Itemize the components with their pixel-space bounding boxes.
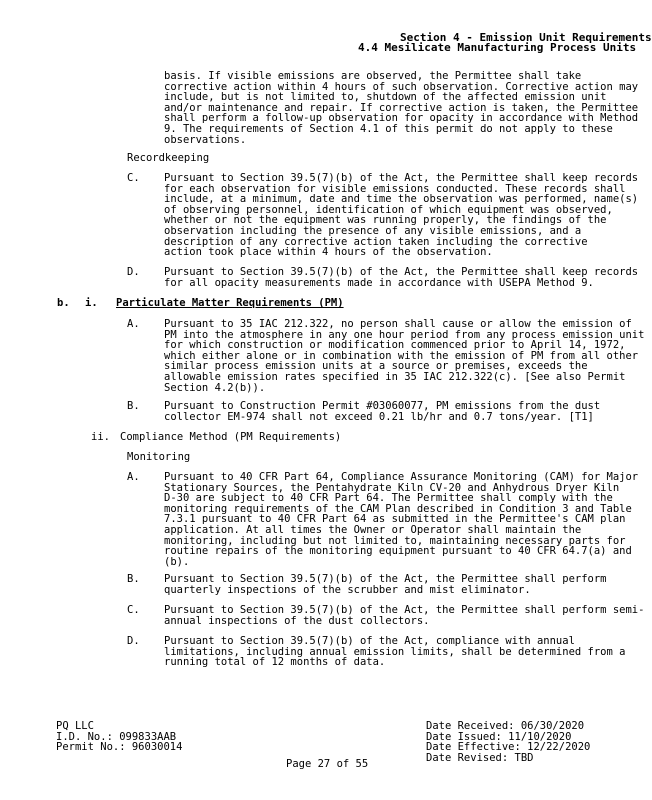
item-letter: C. — [127, 604, 140, 616]
page-number: Page 27 of 55 — [286, 758, 369, 770]
footer-right-line: Date Issued: 11/10/2020 — [426, 730, 572, 743]
item-text-line: Pursuant to Section 39.5(7)(b) of the Act, the Permittee shall keep records — [164, 266, 639, 278]
item-letter: B. — [127, 573, 140, 585]
paragraph-line: shall perform a follow-up observation for opacity in accordance with Method — [164, 112, 639, 125]
item-text-line: annual inspections of the dust collectors. — [164, 614, 430, 627]
item-text-line: Pursuant to 40 CFR Part 64, Compliance Assurance Monitoring (CAM) for Major — [164, 471, 639, 483]
paragraph-line: 9. The requirements of Section 4.1 of this permit do not apply to these — [164, 123, 613, 135]
footer-right-line: Date Received: 06/30/2020 — [426, 720, 585, 732]
item-text-line: PM into the atmosphere in any one hour period from any process emission unit — [164, 328, 645, 341]
item-text-line: Pursuant to Section 39.5(7)(b) of the Act, the Permittee shall perform — [164, 573, 607, 585]
subsection-label: ii. — [91, 431, 110, 443]
item-text-line: for each observation for visible emissions conducted. These records shall — [164, 182, 626, 195]
item-letter: D. — [127, 266, 140, 278]
item-text-line: for which construction or modification commenced prior to April 14, 1972, — [164, 339, 626, 352]
item-text-line: (b). — [164, 555, 190, 568]
item-text-line: include, at a minimum, date and time the observation was performed, name(s) — [164, 193, 639, 206]
item-text-line: Pursuant to 35 IAC 212.322, no person shall cause or allow the emission of — [164, 318, 632, 330]
footer-left-line: I.D. No.: 099833AAB — [56, 730, 177, 743]
item-letter: B. — [127, 400, 140, 412]
footer-left-line: PQ LLC — [56, 720, 94, 732]
item-text-line: Section 4.2(b)). — [164, 381, 266, 394]
item-text-line: quarterly inspections of the scrubber and mist eliminator. — [164, 583, 531, 596]
item-text-line: whether or not the equipment was running properly, the findings of the — [164, 214, 607, 227]
paragraph-line: and/or maintenance and repair. If corrective action is taken, the Permittee — [164, 101, 639, 114]
item-text-line: collector EM-974 shall not exceed 0.21 lb/hr and 0.7 tons/year. [T1] — [164, 410, 594, 423]
item-text-line: Stationary Sources, the Pentahydrate Kiln CV-20 and Anhydrous Dryer Kiln — [164, 481, 620, 494]
section-header: Section 4 - Emission Unit Requirements — [400, 31, 652, 44]
item-letter: C. — [127, 172, 140, 184]
item-text-line: Pursuant to Section 39.5(7)(b) of the Act, the Permittee shall keep records — [164, 172, 639, 184]
section-subheader: 4.4 Mesilicate Manufacturing Process Units — [358, 41, 637, 54]
item-letter: A. — [127, 318, 140, 330]
footer-right-line: Date Revised: TBD — [426, 751, 534, 764]
item-text-line: Pursuant to Section 39.5(7)(b) of the Act, the Permittee shall perform semi- — [164, 604, 645, 616]
item-text-line: application. At all times the Owner or Operator shall maintain the — [164, 524, 582, 536]
item-text-line: for all opacity measurements made in accordance with USEPA Method 9. — [164, 276, 594, 289]
footer-left-line: Permit No.: 96030014 — [56, 741, 183, 754]
item-text-line: which either alone or in combination with the emission of PM from all other — [164, 349, 639, 362]
item-text-line: Pursuant to Construction Permit #03060077, PM emissions from the dust — [164, 400, 601, 412]
paragraph-line: observations. — [164, 133, 247, 146]
section-label: b. — [57, 297, 70, 309]
item-text-line: 7.3.1 pursuant to 40 CFR Part 64 as submitted in the Permittee's CAM plan — [164, 513, 626, 526]
item-text-line: allowable emission rates specified in 35 IAC 212.322(c). [See also Permit — [164, 371, 626, 383]
item-text-line: Pursuant to Section 39.5(7)(b) of the Act, compliance with annual — [164, 635, 575, 647]
compliance-title: Compliance Method (PM Requirements) — [120, 431, 342, 443]
recordkeeping-heading: Recordkeeping — [127, 152, 210, 164]
item-text-line: monitoring requirements of the CAM Plan described in Condition 3 and Table — [164, 502, 632, 515]
item-text-line: of observing personnel, identification of which equipment was observed, — [164, 203, 613, 216]
paragraph-line: corrective action within 4 hours of such observation. Corrective action may — [164, 80, 639, 93]
item-text-line: routine repairs of the monitoring equipment pursuant to 40 CFR 64.7(a) and — [164, 545, 632, 558]
paragraph-line: include, but is not limited to, shutdown of the affected emission unit — [164, 91, 607, 104]
item-text-line: monitoring, including but not limited to, maintaining necessary parts for — [164, 534, 626, 547]
item-text-line: action took place within 4 hours of the observation. — [164, 246, 493, 259]
item-text-line: observation including the presence of any visible emissions, and a — [164, 225, 582, 237]
item-text-line: description of any corrective action taken including the corrective — [164, 235, 588, 248]
item-text-line: running total of 12 months of data. — [164, 656, 386, 669]
subsection-label: i. — [85, 297, 98, 309]
monitoring-heading: Monitoring — [127, 451, 191, 463]
section-title: Particulate Matter Requirements (PM) — [116, 297, 344, 309]
item-text-line: D-30 are subject to 40 CFR Part 64. The Permittee shall comply with the — [164, 492, 613, 505]
footer-right-line: Date Effective: 12/22/2020 — [426, 741, 591, 754]
item-letter: D. — [127, 635, 140, 647]
item-text-line: similar process emission units at a source or premises, exceeds the — [164, 360, 588, 373]
item-text-line: limitations, including annual emission limits, shall be determined from a — [164, 645, 626, 658]
paragraph-line: basis. If visible emissions are observed, the Permittee shall take — [164, 70, 582, 82]
item-letter: A. — [127, 471, 140, 483]
